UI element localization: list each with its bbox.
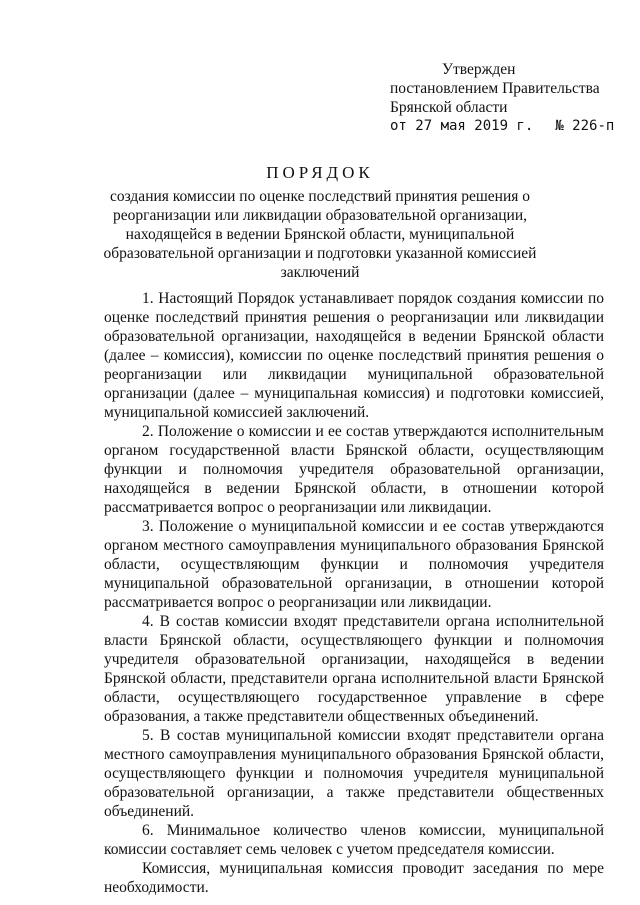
approval-number: № 226-п (555, 118, 615, 134)
approval-region: Брянской области (390, 99, 508, 116)
approval-block (390, 60, 630, 136)
paragraph-5: 5. В состав муниципальной комиссии входят представители органа местного самоуправления муниципального образования Брянской области, осуществляющего функции и полномочия учредителя муниципальной образовательной организации, а также представители общественных объединений. (104, 727, 604, 820)
approval-decree: постановлением Правительства (390, 80, 600, 97)
document-body (104, 289, 604, 897)
paragraph-7: Комиссия, муниципальная комиссия проводит заседания по мере необходимости. (104, 860, 604, 896)
approval-label: Утвержден (442, 61, 516, 78)
paragraph-4: 4. В состав комиссии входят представители органа исполнительной власти Брянской области, осуществляющего функции и полномочия учредителя образовательной организации, находящейся в ведении Брянской области, представители органа исполнительной власти Брянской области, осуществляющего государственное управление в сфере образования, а также представители общественных объединений. (104, 613, 604, 725)
paragraph-6: 6. Минимальное количество членов комиссии, муниципальной комиссии составляет семь человек с учетом председателя комиссии. (104, 822, 604, 858)
document-title: ПОРЯДОК (266, 163, 374, 182)
paragraph-2: 2. Положение о комиссии и ее состав утверждаются исполнительным органом государственной власти Брянской области, осуществляющим функции и полномочия учредителя образовательной организации, находящейся в ведении Брянской области, в отношении которой рассматривается вопрос о реорганизации или ликвидации. (104, 423, 604, 516)
approval-date: от 27 мая 2019 г. (390, 118, 534, 134)
paragraph-3: 3. Положение о муниципальной комиссии и ее состав утверждаются органом местного самоуправления муниципального образования Брянской области, осуществляющим функции и полномочия учредителя муниципальной образовательной организации, в отношении которой рассматривается вопрос о реорганизации или ликвидации. (104, 518, 604, 611)
paragraph-1: 1. Настоящий Порядок устанавливает порядок создания комиссии по оценке последствий принятия решения о реорганизации или ликвидации образовательной организации, находящейся в ведении Брянской области (далее – комиссия), комиссии по оценке последствий принятия решения о реорганизации или ликвидации муниципальной образовательной организации (далее – муниципальная комиссия) и подготовки комиссией, муниципальной комиссией заключений. (104, 290, 604, 421)
document-subtitle: создания комиссии по оценке последствий принятия решения о реорганизации или ликвидации образовательной организации, находящейся в ведении Брянской области, муниципальной образовательной организации и подготовки указанной комиссией заключений (103, 188, 537, 281)
approval-date-line (390, 117, 630, 136)
